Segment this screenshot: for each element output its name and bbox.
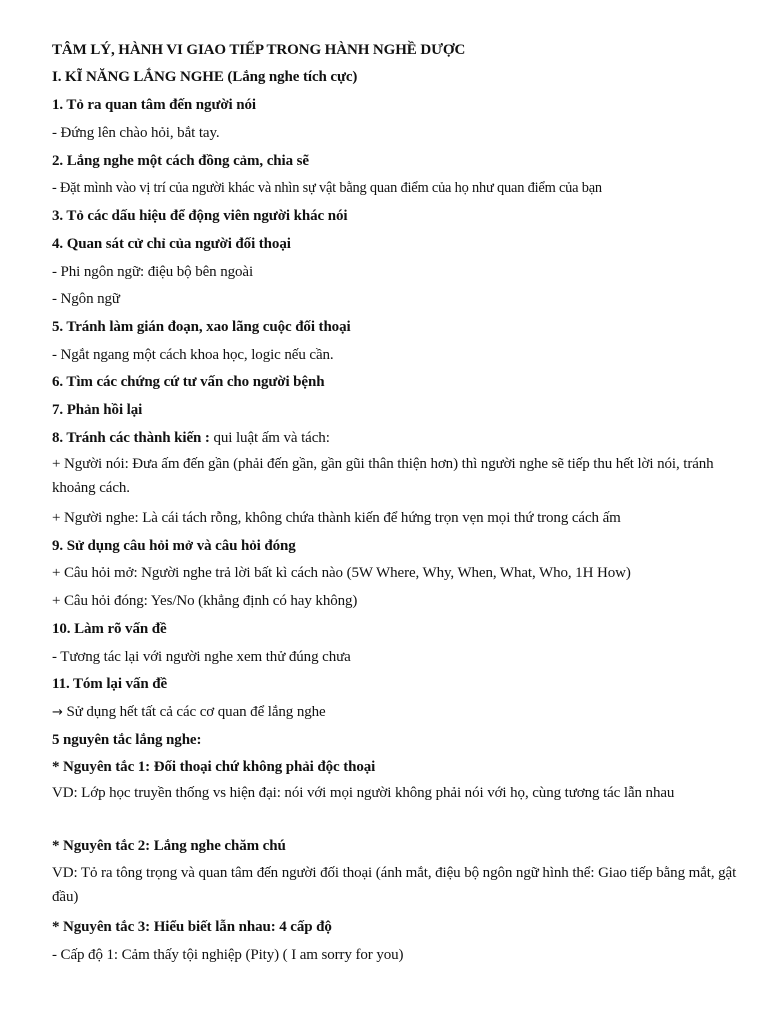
item-heading-10: 10. Làm rõ vấn đề — [52, 621, 167, 637]
principle-3: * Nguyên tắc 3: Hiểu biết lẫn nhau: 4 cấp độ — [52, 919, 332, 935]
item-text-5: - Ngắt ngang một cách khoa học, logic nếu cần. — [52, 347, 334, 363]
item-heading-8: 8. Tránh các thành kiến : — [52, 430, 210, 446]
document-title: TÂM LÝ, HÀNH VI GIAO TIẾP TRONG HÀNH NGHỀ DƯỢC — [52, 42, 466, 58]
item-heading-9: 9. Sử dụng câu hỏi mở và câu hỏi đóng — [52, 538, 296, 554]
principles-heading: 5 nguyên tắc lắng nghe: — [52, 732, 202, 748]
item-heading-2: 2. Lắng nghe một cách đồng cảm, chia sẽ — [52, 153, 309, 169]
principle-1-example: VD: Lớp học truyền thống vs hiện đại: nói với mọi người không phải nói với họ, cùng tương tác lẫn nhau — [52, 785, 675, 801]
arrow-right-icon: → — [52, 705, 63, 720]
principle-2-example: VD: Tỏ ra tông trọng và quan tâm đến người đối thoại (ánh mắt, điệu bộ ngôn ngữ hình thể: Giao tiếp bằng mắt, gật đầu) — [52, 865, 737, 905]
item-heading-1: 1. Tỏ ra quan tâm đến người nói — [52, 97, 256, 113]
item-text-1: - Đứng lên chào hỏi, bắt tay. — [52, 125, 220, 141]
item-text-10: - Tương tác lại với người nghe xem thử đúng chưa — [52, 649, 351, 665]
item-heading-3: 3. Tỏ các dấu hiệu để động viên người khác nói — [52, 208, 348, 224]
item-text-8b: + Người nghe: Là cái tách rỗng, không chứa thành kiến để hứng trọn vẹn mọi thứ trong cách ấm — [52, 510, 621, 526]
item-text-4b: - Ngôn ngữ — [52, 291, 120, 307]
item-text-11-line — [52, 702, 742, 723]
item-heading-5: 5. Tránh làm gián đoạn, xao lãng cuộc đối thoại — [52, 319, 351, 335]
item-heading-6: 6. Tìm các chứng cứ tư vấn cho người bệnh — [52, 374, 325, 390]
item-heading-8-rest: qui luật ấm và tách: — [209, 430, 330, 446]
item-text-4a: - Phi ngôn ngữ: điệu bộ bên ngoài — [52, 264, 254, 280]
principle-2: * Nguyên tắc 2: Lắng nghe chăm chú — [52, 838, 286, 854]
item-heading-4: 4. Quan sát cử chỉ của người đối thoại — [52, 236, 291, 252]
item-text-9b: + Câu hỏi đóng: Yes/No (khẳng định có hay không) — [52, 593, 358, 609]
principle-3-level-1: - Cấp độ 1: Cảm thấy tội nghiệp (Pity) ( I am sorry for you) — [52, 947, 404, 963]
item-heading-11: 11. Tóm lại vấn đề — [52, 676, 168, 692]
section-heading: I. KĨ NĂNG LẮNG NGHE (Lắng nghe tích cực) — [52, 69, 358, 85]
item-text-11: Sử dụng hết tất cả các cơ quan để lắng nghe — [62, 704, 326, 720]
item-heading-7: 7. Phản hồi lại — [52, 402, 143, 418]
principle-1: * Nguyên tắc 1: Đối thoại chứ không phải độc thoại — [52, 759, 376, 775]
item-text-8a: + Người nói: Đưa ấm đến gần (phải đến gần, gần gũi thân thiện hơn) thì người nghe sẽ tiếp thu hết lời nói, tránh khoảng cách. — [52, 456, 714, 496]
item-text-9a: + Câu hỏi mở: Người nghe trả lời bất kì cách nào (5W Where, Why, When, What, Who, 1H How) — [52, 565, 631, 581]
item-heading-8-line — [52, 428, 742, 448]
item-text-2: - Đặt mình vào vị trí của người khác và nhìn sự vật bằng quan điểm của họ như quan điểm của bạn — [52, 180, 602, 196]
